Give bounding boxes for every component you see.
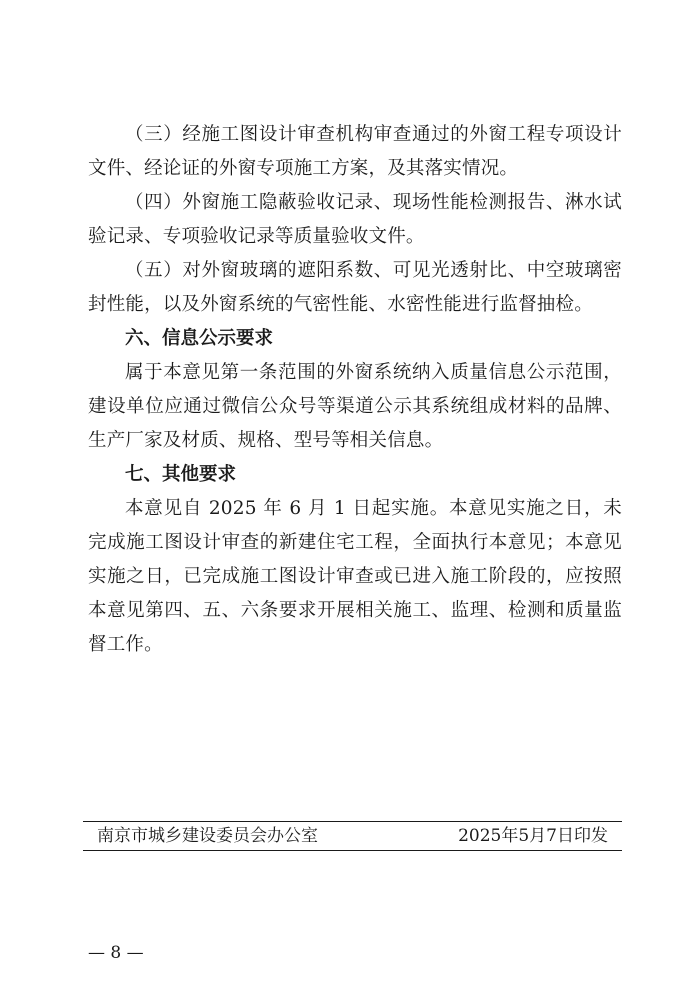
section-heading-6: 六、信息公示要求 <box>125 328 274 349</box>
section-heading-7: 七、其他要求 <box>125 464 237 485</box>
page-number: — 8 — <box>88 943 144 963</box>
issuance-footer <box>83 821 622 851</box>
paragraph-info-disclosure: 属于本意见第一条范围的外窗系统纳入质量信息公示范围，建设单位应通过微信公众号等渠道公示其系统组成材料的品牌、生产厂家及材质、规格、型号等相关信息。 <box>88 362 622 451</box>
paragraph-item-3: （三）经施工图设计审查机构审查通过的外窗工程专项设计文件、经论证的外窗专项施工方案，及其落实情况。 <box>88 124 622 179</box>
paragraph-other-requirements: 本意见自 2025 年 6 月 1 日起实施。本意见实施之日，未完成施工图设计审查的新建住宅工程，全面执行本意见；本意见实施之日，已完成施工图设计审查或已进入施工阶段的，应按照本意见第四、五、六条要求开展相关施工、监理、检测和质量监督工作。 <box>88 498 622 655</box>
issue-date: 2025年5月7日印发 <box>458 826 608 846</box>
paragraph-item-4: （四）外窗施工隐蔽验收记录、现场性能检测报告、淋水试验记录、专项验收记录等质量验收文件。 <box>88 192 622 247</box>
document-body <box>88 118 622 662</box>
issuer-name: 南京市城乡建设委员会办公室 <box>97 826 318 846</box>
paragraph-item-5: （五）对外窗玻璃的遮阳系数、可见光透射比、中空玻璃密封性能，以及外窗系统的气密性能、水密性能进行监督抽检。 <box>88 260 622 315</box>
